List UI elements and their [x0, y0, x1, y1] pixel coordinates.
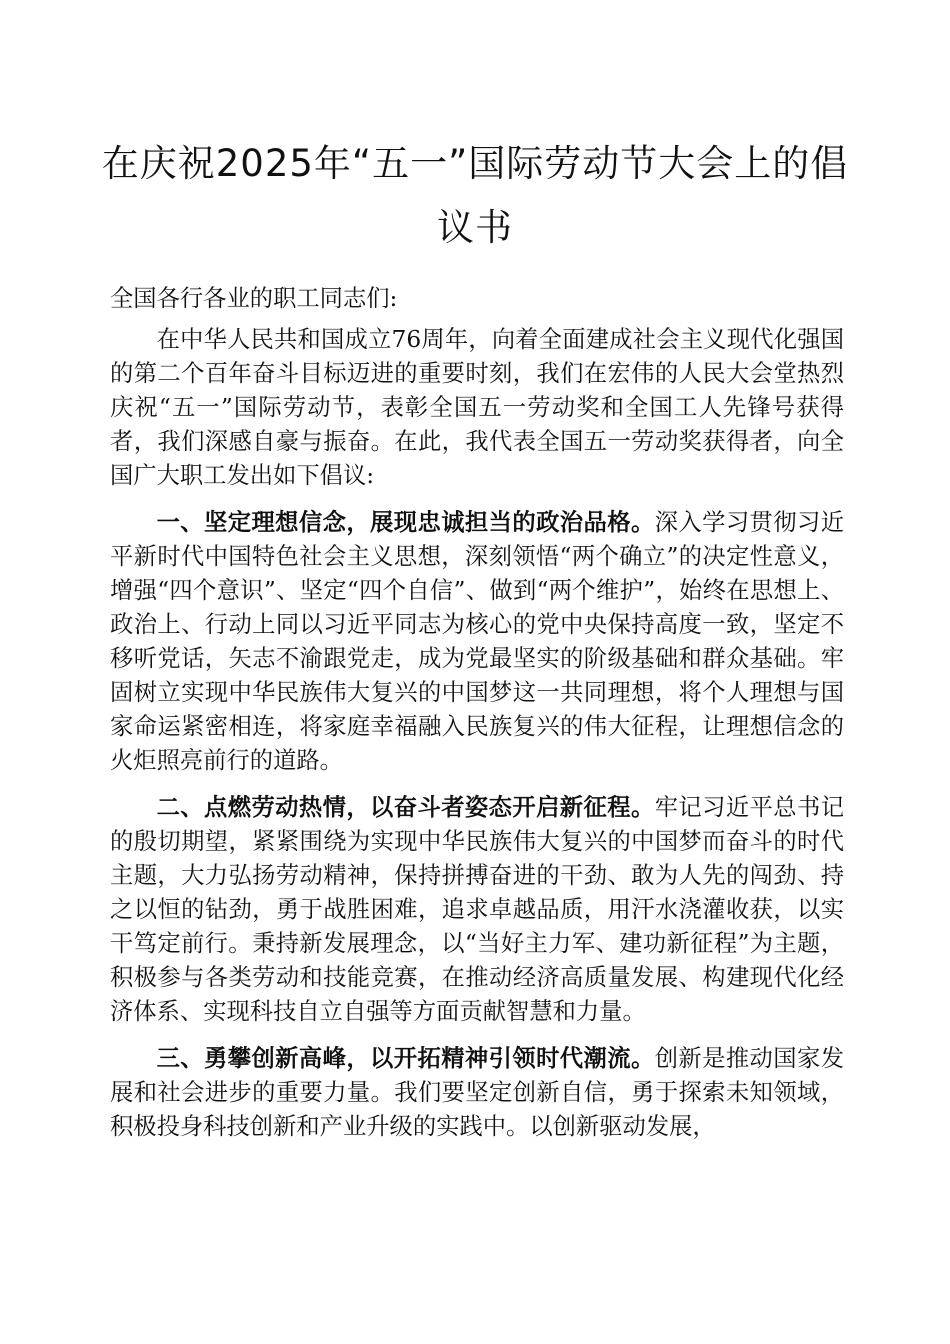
document-title-line-1: 在庆祝2025年“五一”国际劳动节大会上的倡 [101, 142, 849, 185]
section-1-text: 深入学习贯彻习近平新时代中国特色社会主义思想，深刻领悟“两个确立”的决定性意义，增强“四个意识”、坚定“四个自信”、做到“两个维护”，始终在思想上、政治上、行动上同以习近平同志为核心的党中央保持高度一致，坚定不移听党话，矢志不渝跟党走，成为党最坚实的阶级基础和群众基础。牢固树立实现中华民族伟大复兴的中国梦这一共同理想，将个人理想与国家命运紧密相连，将家庭幸福融入民族复兴的伟大征程，让理想信念的火炬照亮前行的道路。 [110, 509, 845, 774]
section-3-heading: 三、勇攀创新高峰，以开拓精神引领时代潮流。 [156, 1045, 655, 1072]
section-2-paragraph [110, 791, 844, 1029]
document-title-line-2: 议书 [437, 206, 513, 249]
section-3-paragraph [110, 1042, 844, 1144]
section-1-paragraph [110, 506, 844, 778]
section-2-text: 牢记习近平总书记的殷切期望，紧紧围绕为实现中华民族伟大复兴的中国梦而奋斗的时代主题，大力弘扬劳动精神，保持拼搏奋进的干劲、敢为人先的闯劲、持之以恒的钻劲，勇于战胜困难，追求卓越品质，用汗水浇灌收获，以实干笃定前行。秉持新发展理念，以“当好主力军、建功新征程”为主题，积极参与各类劳动和技能竞赛，在推动经济高质量发展、构建现代化经济体系、实现科技自立自强等方面贡献智慧和力量。 [110, 794, 845, 1025]
intro-paragraph: 在中华人民共和国成立76周年，向着全面建成社会主义现代化强国的第二个百年奋斗目标迈进的重要时刻，我们在宏伟的人民大会堂热烈庆祝“五一”国际劳动节，表彰全国五一劳动奖和全国工人先锋号获得者，我们深感自豪与振奋。在此，我代表全国五一劳动奖获得者，向全国广大职工发出如下倡议: [110, 326, 844, 489]
document-body [110, 282, 844, 1144]
section-3-text: 创新是推动国家发展和社会进步的重要力量。我们要坚定创新自信，勇于探索未知领域，积极投身科技创新和产业升级的实践中。以创新驱动发展， [110, 1045, 845, 1140]
salutation: 全国各行各业的职工同志们: [110, 285, 398, 312]
section-1-heading: 一、坚定理想信念，展现忠诚担当的政治品格。 [156, 509, 655, 536]
section-2-heading: 二、点燃劳动热情，以奋斗者姿态开启新征程。 [156, 794, 655, 821]
